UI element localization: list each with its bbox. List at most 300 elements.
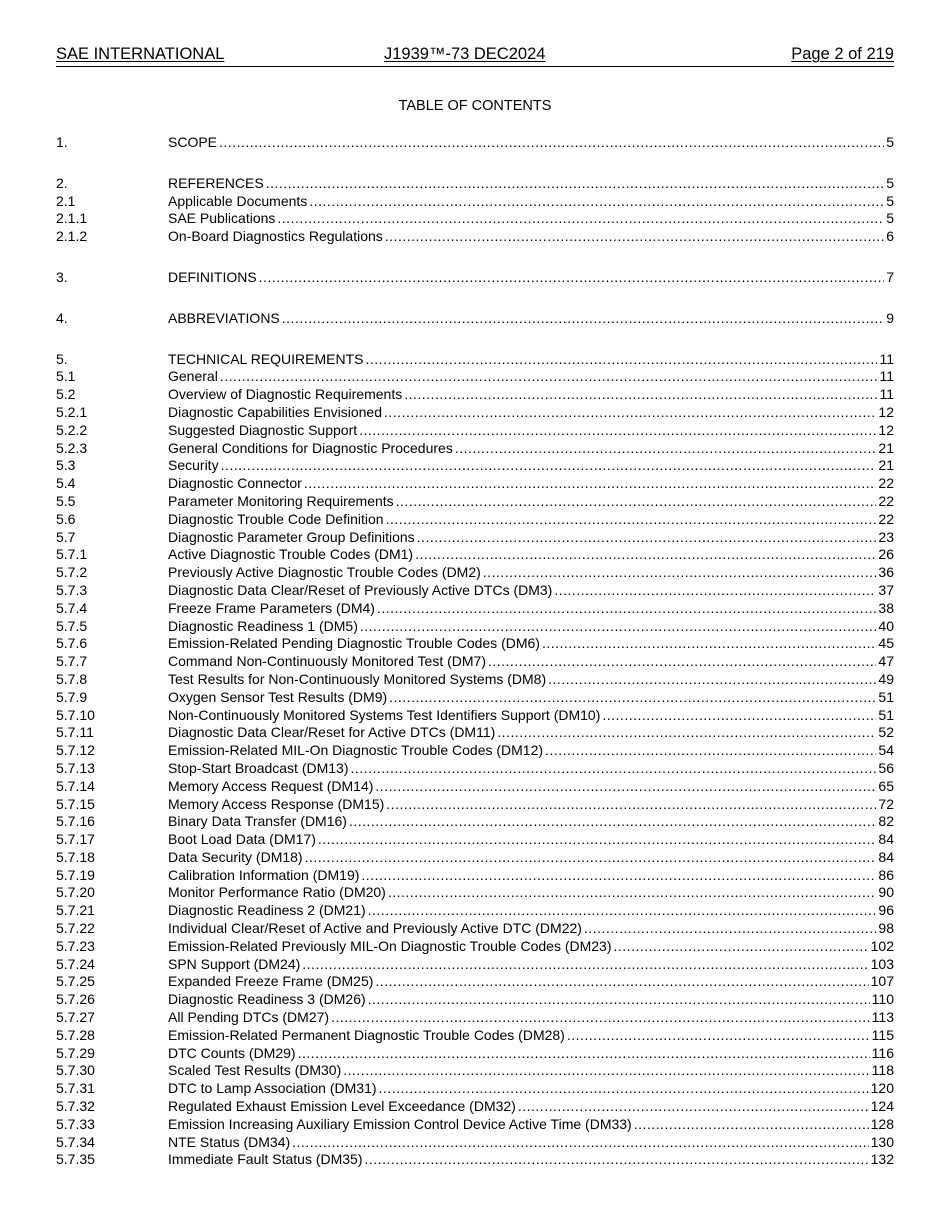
toc-entry-title: Non-Continuously Monitored Systems Test Identifiers Support (DM10) [168, 706, 601, 723]
toc-entry[interactable] [56, 564, 894, 582]
toc-entry-page: 9 [886, 309, 894, 326]
toc-entry-page: 124 [870, 1098, 894, 1115]
toc-entry-title: Expanded Freeze Frame (DM25) [168, 973, 374, 990]
dot-leader [548, 671, 876, 689]
toc-entry-page: 21 [878, 457, 894, 474]
dot-leader [266, 175, 885, 193]
toc-entry-line [168, 582, 894, 600]
toc-entry-line [168, 210, 894, 228]
toc-entry[interactable] [56, 760, 894, 778]
toc-entry-number: 5.7.34 [56, 1133, 95, 1150]
toc-entry[interactable] [56, 1151, 894, 1169]
toc-entry-page: 132 [870, 1151, 894, 1168]
toc-entry-line [168, 778, 894, 796]
toc-entry[interactable] [56, 210, 894, 228]
toc-entry[interactable] [56, 193, 894, 211]
dot-leader [497, 724, 876, 742]
toc-entry[interactable] [56, 884, 894, 902]
toc-entry-title: Diagnostic Capabilities Envisioned [168, 403, 383, 420]
toc-entry-page: 51 [878, 688, 894, 705]
dot-leader [384, 404, 876, 422]
dot-leader [302, 956, 868, 974]
toc-entry-page: 115 [871, 1026, 894, 1043]
toc-entry-number: 5.7.31 [56, 1080, 95, 1097]
toc-entry-line [168, 867, 894, 885]
toc-entry-title: Emission-Related Permanent Diagnostic Trouble Codes (DM28) [168, 1026, 565, 1043]
dot-leader [282, 310, 884, 328]
toc-entry-title: Monitor Performance Ratio (DM20) [168, 884, 386, 901]
page-header [56, 44, 894, 67]
toc-entry-number: 5.7.30 [56, 1062, 95, 1079]
dot-leader [259, 269, 885, 287]
dot-leader [292, 1134, 869, 1152]
toc-entry-page: 12 [878, 403, 894, 420]
dot-leader [298, 1045, 870, 1063]
toc-entry-line [168, 422, 894, 440]
toc-entry-line [168, 600, 894, 618]
dot-leader [309, 193, 884, 211]
toc-entry-page: 102 [870, 937, 894, 954]
toc-entry-number: 5.7.10 [56, 706, 95, 723]
toc-entry-number: 5.7.14 [56, 777, 95, 794]
toc-entry-title: Calibration Information (DM19) [168, 866, 360, 883]
toc-entry-page: 5 [886, 192, 894, 209]
toc-entry-line [168, 475, 894, 493]
toc-entry[interactable] [56, 867, 894, 885]
toc-entry-line [168, 386, 894, 404]
toc-entry-page: 65 [878, 777, 894, 794]
dot-leader [404, 386, 877, 404]
toc-entry[interactable] [56, 368, 894, 386]
dot-leader [386, 796, 876, 814]
toc-entry[interactable] [56, 991, 894, 1009]
toc-entry-number: 2.1 [56, 192, 76, 209]
dot-leader [219, 134, 884, 152]
toc-entry[interactable] [56, 1134, 894, 1152]
toc-entry[interactable] [56, 582, 894, 600]
toc-entry-line [168, 973, 894, 991]
toc-entry-number: 5.7.7 [56, 653, 88, 670]
toc-entry-number: 5.3 [56, 457, 76, 474]
toc-entry-title: General [168, 368, 218, 385]
toc-entry[interactable] [56, 134, 894, 152]
toc-entry-title: DTC Counts (DM29) [168, 1044, 296, 1061]
toc-entry[interactable] [56, 546, 894, 564]
dot-leader [614, 938, 869, 956]
toc-entry-title: TECHNICAL REQUIREMENTS [168, 350, 364, 367]
toc-entry[interactable] [56, 440, 894, 458]
toc-entry-page: 36 [878, 564, 894, 581]
toc-entry-line [168, 368, 894, 386]
toc-entry-title: Diagnostic Connector [168, 475, 302, 492]
dot-leader [483, 564, 877, 582]
toc-entry-page: 12 [878, 421, 894, 438]
toc-entry-line [168, 618, 894, 636]
toc-entry-line [168, 546, 894, 564]
toc-entry-number: 5.7.24 [56, 955, 95, 972]
toc-entry[interactable] [56, 618, 894, 636]
toc-entry-number: 5.7.27 [56, 1009, 95, 1026]
toc-entry-page: 110 [871, 991, 894, 1008]
dot-leader [366, 351, 878, 369]
dot-leader [375, 973, 868, 991]
toc-entry-number: 5.2.1 [56, 403, 88, 420]
toc-entry[interactable] [56, 475, 894, 493]
toc-entry[interactable] [56, 310, 894, 328]
toc-entry-line [168, 351, 894, 369]
toc-entry[interactable] [56, 973, 894, 991]
toc-entry[interactable] [56, 742, 894, 760]
page-number: Page 2 of 219 [791, 45, 894, 63]
toc-entry-page: 54 [878, 742, 894, 759]
toc-entry-page: 5 [886, 174, 894, 191]
toc-entry-page: 82 [878, 813, 894, 830]
toc-entry[interactable] [56, 404, 894, 422]
toc-entry-title: Security [168, 457, 219, 474]
toc-entry-title: General Conditions for Diagnostic Procedures [168, 439, 453, 456]
toc-entry-number: 5.7.21 [56, 902, 95, 919]
toc-entry-title: Regulated Exhaust Emission Level Exceedance (DM32) [168, 1098, 516, 1115]
toc-entry-line [168, 440, 894, 458]
organization-name: SAE INTERNATIONAL [56, 45, 225, 63]
toc-entry-title: Immediate Fault Status (DM35) [168, 1151, 363, 1168]
toc-entry-page: 22 [878, 475, 894, 492]
toc-entry-line [168, 1098, 894, 1116]
toc-entry-number: 5.7.23 [56, 937, 95, 954]
toc-entry-line [168, 724, 894, 742]
toc-entry-title: Previously Active Diagnostic Trouble Codes (DM2) [168, 564, 481, 581]
toc-entry-title: Binary Data Transfer (DM16) [168, 813, 347, 830]
toc-entry[interactable] [56, 689, 894, 707]
dot-leader [388, 884, 877, 902]
toc-entry-number: 5.7 [56, 528, 76, 545]
toc-entry[interactable] [56, 1080, 894, 1098]
toc-entry-line [168, 760, 894, 778]
toc-entry-number: 5.7.13 [56, 759, 95, 776]
dot-leader [389, 689, 876, 707]
toc-entry[interactable] [56, 1098, 894, 1116]
toc-entry-title: Overview of Diagnostic Requirements [168, 386, 403, 403]
toc-entry-title: Memory Access Response (DM15) [168, 795, 385, 812]
toc-entry-line [168, 991, 894, 1009]
toc-entry-title: SCOPE [168, 134, 218, 150]
toc-entry-number: 5.7.22 [56, 920, 95, 937]
toc-heading: TABLE OF CONTENTS [398, 98, 552, 114]
dot-leader [349, 813, 876, 831]
toc-entry-number: 5.7.11 [56, 724, 94, 741]
toc-entry[interactable] [56, 493, 894, 511]
toc-entry-line [168, 671, 894, 689]
dot-leader [602, 707, 876, 725]
toc-entry[interactable] [56, 529, 894, 547]
toc-entry-title: Emission-Related MIL-On Diagnostic Trouble Codes (DM12) [168, 742, 544, 759]
toc-entry-title: Diagnostic Readiness 1 (DM5) [168, 617, 358, 634]
toc-entry-line [168, 920, 894, 938]
dot-leader [545, 742, 876, 760]
toc-entry-page: 107 [870, 973, 894, 990]
toc-entry-page: 45 [878, 635, 894, 652]
toc-entry-line [168, 404, 894, 422]
toc-entry-title: Applicable Documents [168, 192, 308, 209]
dot-leader [386, 511, 877, 529]
dot-leader [368, 902, 877, 920]
toc-entry-line [168, 1062, 894, 1080]
toc-entry-line [168, 228, 894, 246]
toc-entry[interactable] [56, 1116, 894, 1134]
toc-entry-page: 113 [871, 1009, 894, 1026]
toc-entry-number: 5.7.26 [56, 991, 95, 1008]
toc-entry-number: 2. [56, 174, 68, 191]
toc-entry-number: 3. [56, 268, 68, 285]
toc-entry-title: REFERENCES [168, 174, 264, 191]
toc-entry-number: 5.7.6 [56, 635, 88, 652]
toc-entry-title: Freeze Frame Parameters (DM4) [168, 599, 375, 616]
toc-entry[interactable] [56, 635, 894, 653]
toc-entry[interactable] [56, 920, 894, 938]
toc-entry-line [168, 635, 894, 653]
toc-entry-number: 5.6 [56, 510, 76, 527]
dot-leader [277, 210, 884, 228]
toc-entry-page: 72 [878, 795, 894, 812]
toc-entry-title: DTC to Lamp Association (DM31) [168, 1080, 377, 1097]
toc-entry-line [168, 707, 894, 725]
toc-entry-number: 5.7.5 [56, 617, 88, 634]
toc-entry-number: 5.2.2 [56, 421, 88, 438]
toc-entry-number: 5.4 [56, 475, 76, 492]
toc-entry-title: Test Results for Non-Continuously Monitored Systems (DM8) [168, 670, 547, 687]
dot-leader [343, 1062, 869, 1080]
toc-entry-title: Diagnostic Trouble Code Definition [168, 510, 384, 527]
toc-entry-number: 5.7.35 [56, 1151, 95, 1168]
toc-entry-line [168, 956, 894, 974]
dot-leader [396, 493, 877, 511]
toc-entry-title: Diagnostic Readiness 3 (DM26) [168, 991, 366, 1008]
toc-entry[interactable] [56, 707, 894, 725]
dot-leader [417, 529, 877, 547]
toc-entry-title: Diagnostic Parameter Group Definitions [168, 528, 415, 545]
toc-entry-line [168, 742, 894, 760]
toc-entry-number: 5.7.3 [56, 581, 88, 598]
toc-entry-line [168, 529, 894, 547]
toc-entry-title: SAE Publications [168, 210, 276, 227]
dot-leader [385, 228, 884, 246]
toc-entry-number: 5.7.15 [56, 795, 95, 812]
toc-entry-line [168, 193, 894, 211]
dot-leader [415, 546, 876, 564]
toc-entry-number: 5.7.8 [56, 670, 88, 687]
toc-entry[interactable] [56, 938, 894, 956]
dot-leader [318, 831, 877, 849]
toc-entry-page: 38 [878, 599, 894, 616]
dot-leader [377, 600, 876, 618]
toc-entry-line [168, 1134, 894, 1152]
dot-leader [455, 440, 877, 458]
toc-entry-number: 5.7.16 [56, 813, 95, 830]
toc-entry-line [168, 1009, 894, 1027]
toc-entry-title: Data Security (DM18) [168, 848, 303, 865]
dot-leader [554, 582, 876, 600]
toc-entry-number: 5.2.3 [56, 439, 88, 456]
toc-entry-number: 5.7.17 [56, 831, 95, 848]
toc-entry-page: 103 [870, 955, 894, 972]
dot-leader [584, 920, 876, 938]
toc-entry-title: All Pending DTCs (DM27) [168, 1009, 330, 1026]
toc-entry-title: Diagnostic Readiness 2 (DM21) [168, 902, 366, 919]
toc-entry-line [168, 938, 894, 956]
toc-entry-line [168, 884, 894, 902]
toc-entry-number: 1. [56, 134, 68, 150]
toc-entry[interactable] [56, 600, 894, 618]
toc-entry-number: 5.2 [56, 386, 76, 403]
toc-entry-line [168, 1151, 894, 1169]
toc-entry-page: 47 [878, 653, 894, 670]
toc-entry-line [168, 849, 894, 867]
dot-leader [305, 849, 877, 867]
toc-entry-number: 5.7.12 [56, 742, 95, 759]
toc-entry-number: 5.5 [56, 492, 76, 509]
toc-entry-page: 7 [886, 268, 894, 285]
toc-entry-page: 98 [878, 920, 894, 937]
toc-entry-line [168, 653, 894, 671]
dot-leader [220, 368, 878, 386]
toc-entry[interactable] [56, 228, 894, 246]
toc-entry[interactable] [56, 1062, 894, 1080]
toc-entry-title: Command Non-Continuously Monitored Test (DM7) [168, 653, 486, 670]
toc-entry[interactable] [56, 269, 894, 287]
toc-entry-page: 11 [879, 368, 894, 385]
dot-leader [359, 422, 876, 440]
toc-entry-title: Oxygen Sensor Test Results (DM9) [168, 688, 388, 705]
toc-entry-line [168, 269, 894, 287]
dot-leader [634, 1116, 869, 1134]
toc-entry-page: 23 [878, 528, 894, 545]
dot-leader [365, 1151, 869, 1169]
dot-leader [375, 778, 876, 796]
toc-entry-title: Suggested Diagnostic Support [168, 421, 358, 438]
toc-entry-page: 116 [871, 1044, 894, 1061]
toc-entry-line [168, 493, 894, 511]
toc-entry-line [168, 813, 894, 831]
toc-entry-number: 5.7.28 [56, 1026, 95, 1043]
toc-entry-number: 5.7.4 [56, 599, 88, 616]
toc-entry-line [168, 1027, 894, 1045]
toc-entry-page: 37 [878, 581, 894, 598]
toc-entry-number: 5.7.32 [56, 1098, 95, 1115]
toc-entry-page: 11 [879, 350, 894, 367]
toc-entry-title: Emission-Related Pending Diagnostic Trouble Codes (DM6) [168, 635, 540, 652]
toc-entry[interactable] [56, 849, 894, 867]
toc-entry-title: Individual Clear/Reset of Active and Previously Active DTC (DM22) [168, 920, 582, 937]
toc-entry-page: 130 [870, 1133, 894, 1150]
toc-entry-number: 5.7.25 [56, 973, 95, 990]
dot-leader [379, 1080, 869, 1098]
dot-leader [360, 618, 877, 636]
toc-entry-number: 5.7.29 [56, 1044, 95, 1061]
toc-entry-line [168, 310, 894, 328]
toc-entry-number: 5.7.18 [56, 848, 95, 865]
toc-entry-title: Emission-Related Previously MIL-On Diagnostic Trouble Codes (DM23) [168, 937, 612, 954]
toc-entry-number: 5.7.33 [56, 1115, 95, 1132]
toc-entry-page: 128 [870, 1115, 894, 1132]
toc-entry[interactable] [56, 831, 894, 849]
toc-entry[interactable] [56, 1009, 894, 1027]
toc-entry[interactable] [56, 351, 894, 369]
toc-entry-page: 6 [886, 228, 894, 245]
toc-entry-title: NTE Status (DM34) [168, 1133, 291, 1150]
document-id: J1939™-73 DEC2024 [384, 45, 546, 63]
toc-entry[interactable] [56, 813, 894, 831]
toc-entry-number: 5.7.2 [56, 564, 88, 581]
toc-entry[interactable] [56, 653, 894, 671]
toc-entry-title: Memory Access Request (DM14) [168, 777, 374, 794]
dot-leader [221, 457, 877, 475]
toc-entry-page: 21 [878, 439, 894, 456]
toc-entry-page: 51 [878, 706, 894, 723]
toc-entry[interactable] [56, 1027, 894, 1045]
toc-entry-page: 96 [878, 902, 894, 919]
toc-entry[interactable] [56, 902, 894, 920]
toc-entry-title: DEFINITIONS [168, 268, 257, 285]
toc-entry[interactable] [56, 386, 894, 404]
toc-entry-line [168, 511, 894, 529]
toc-entry[interactable] [56, 796, 894, 814]
toc-entry-title: ABBREVIATIONS [168, 309, 280, 326]
toc-entry-line [168, 134, 894, 152]
toc-entry-title: Parameter Monitoring Requirements [168, 492, 394, 509]
toc-entry-number: 2.1.1 [56, 210, 88, 227]
toc-entry-page: 52 [878, 724, 894, 741]
toc-entry[interactable] [56, 724, 894, 742]
toc-entry-number: 5.7.1 [56, 546, 88, 563]
dot-leader [351, 760, 877, 778]
table-of-contents [56, 134, 894, 1169]
toc-entry-title: On-Board Diagnostics Regulations [168, 228, 383, 245]
toc-entry-line [168, 1080, 894, 1098]
toc-entry-line [168, 564, 894, 582]
dot-leader [567, 1027, 870, 1045]
toc-entry-page: 118 [871, 1062, 894, 1079]
toc-entry-page: 22 [878, 492, 894, 509]
toc-entry-number: 5.7.9 [56, 688, 88, 705]
toc-entry-page: 5 [886, 134, 894, 150]
toc-entry[interactable] [56, 956, 894, 974]
toc-entry-title: Scaled Test Results (DM30) [168, 1062, 342, 1079]
toc-entry[interactable] [56, 671, 894, 689]
toc-entry-line [168, 175, 894, 193]
toc-entry[interactable] [56, 457, 894, 475]
toc-entry-number: 5.7.19 [56, 866, 95, 883]
toc-entry-number: 2.1.2 [56, 228, 88, 245]
toc-entry[interactable] [56, 175, 894, 193]
toc-entry-line [168, 457, 894, 475]
toc-entry-title: Boot Load Data (DM17) [168, 831, 316, 848]
toc-entry-page: 49 [878, 670, 894, 687]
toc-entry-page: 90 [878, 884, 894, 901]
toc-entry[interactable] [56, 778, 894, 796]
toc-entry-title: Diagnostic Data Clear/Reset for Active DTCs (DM11) [168, 724, 496, 741]
toc-entry-page: 120 [870, 1080, 894, 1097]
toc-entry-number: 5. [56, 350, 68, 367]
toc-entry-number: 4. [56, 309, 68, 326]
toc-entry-line [168, 1116, 894, 1134]
toc-entry[interactable] [56, 1045, 894, 1063]
toc-entry[interactable] [56, 422, 894, 440]
toc-entry[interactable] [56, 511, 894, 529]
toc-entry-line [168, 689, 894, 707]
toc-entry-page: 40 [878, 617, 894, 634]
dot-leader [304, 475, 877, 493]
toc-entry-page: 11 [879, 386, 894, 403]
